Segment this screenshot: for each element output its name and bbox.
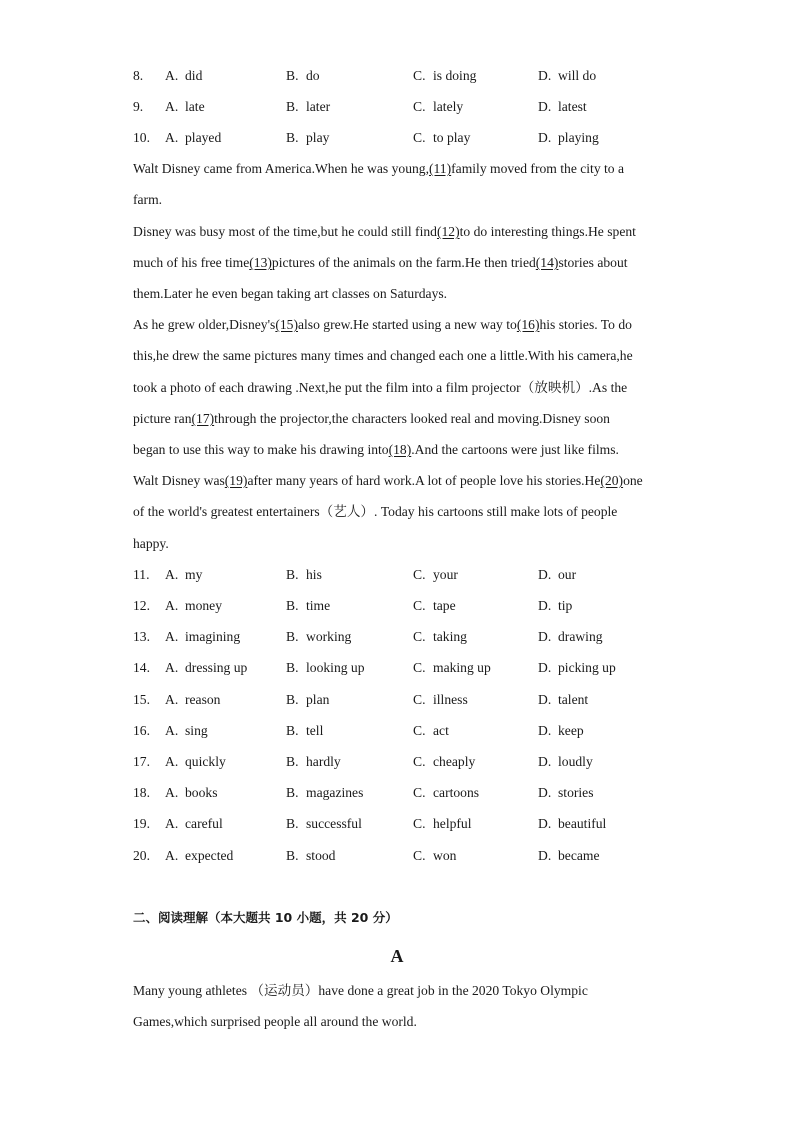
option-b: B. tell bbox=[286, 723, 324, 738]
question-number: 9. bbox=[133, 99, 144, 114]
passage-line: of the world's greatest entertainers（艺人）. Today his cartoons still make lots of people bbox=[133, 504, 618, 519]
option-b: B. play bbox=[286, 130, 330, 145]
option-b: B. later bbox=[286, 99, 331, 114]
question-13 bbox=[133, 627, 693, 647]
option-c: C. your bbox=[413, 567, 458, 582]
option-d: D. keep bbox=[538, 723, 584, 738]
option-d: D. talent bbox=[538, 692, 589, 707]
section-title: 二、阅读理解（本大题共 10 小题，共 20 分） bbox=[133, 910, 398, 925]
passage-line: took a photo of each drawing .Next,he put the film into a film projector（放映机）.As the bbox=[133, 380, 628, 395]
passage-line: picture ran(17)through the projector,the characters looked real and moving.Disney soon bbox=[133, 411, 610, 426]
passage-line: much of his free time(13)pictures of the animals on the farm.He then tried(14)stories about bbox=[133, 255, 628, 270]
question-number: 13. bbox=[133, 629, 150, 644]
option-b: B. working bbox=[286, 629, 352, 644]
blank-20: (20) bbox=[600, 473, 624, 488]
option-d: D. drawing bbox=[538, 629, 603, 644]
question-number: 20. bbox=[133, 848, 150, 863]
blank-17: (17) bbox=[191, 411, 215, 426]
option-d: D. will do bbox=[538, 68, 597, 83]
option-a: A. money bbox=[165, 598, 222, 613]
question-20 bbox=[133, 846, 693, 866]
option-a: A. dressing up bbox=[165, 660, 248, 675]
passage-line: happy. bbox=[133, 536, 169, 551]
blank-19: (19) bbox=[224, 473, 248, 488]
passage-heading: A bbox=[390, 946, 404, 966]
option-d: D. playing bbox=[538, 130, 599, 145]
blank-15: (15) bbox=[275, 317, 298, 332]
question-number: 16. bbox=[133, 723, 150, 738]
option-a: A. did bbox=[165, 68, 203, 83]
question-16 bbox=[133, 721, 693, 741]
option-d: D. picking up bbox=[538, 660, 616, 675]
option-a: A. sing bbox=[165, 723, 208, 738]
option-d: D. became bbox=[538, 848, 600, 863]
option-b: B. stood bbox=[286, 848, 336, 863]
question-18 bbox=[133, 783, 693, 803]
option-c: C. is doing bbox=[413, 68, 477, 83]
question-number: 15. bbox=[133, 692, 150, 707]
option-d: D. loudly bbox=[538, 754, 593, 769]
option-b: B. time bbox=[286, 598, 331, 613]
option-c: C. illness bbox=[413, 692, 468, 707]
passage-line: Walt Disney came from America.When he was young,(11)family moved from the city to a bbox=[133, 161, 625, 176]
blank-11: (11) bbox=[428, 161, 452, 176]
passage-line: Games,which surprised people all around the world. bbox=[133, 1014, 417, 1029]
option-c: C. won bbox=[413, 848, 457, 863]
option-b: B. magazines bbox=[286, 785, 364, 800]
option-a: A. books bbox=[165, 785, 218, 800]
passage-line: this,he drew the same pictures many times and changed each one a little.With his camera,he bbox=[133, 348, 633, 363]
passage-line: them.Later he even began taking art classes on Saturdays. bbox=[133, 286, 448, 301]
question-12 bbox=[133, 596, 693, 616]
passage-line: farm. bbox=[133, 192, 163, 207]
question-14 bbox=[133, 658, 693, 678]
option-c: C. cartoons bbox=[413, 785, 480, 800]
blank-12: (12) bbox=[436, 224, 460, 239]
question-15 bbox=[133, 690, 693, 710]
option-d: D. beautiful bbox=[538, 816, 607, 831]
option-d: D. stories bbox=[538, 785, 594, 800]
option-a: A. imagining bbox=[165, 629, 241, 644]
option-a: A. expected bbox=[165, 848, 234, 863]
option-a: A. late bbox=[165, 99, 205, 114]
option-d: D. latest bbox=[538, 99, 587, 114]
option-c: C. to play bbox=[413, 130, 471, 145]
question-number: 19. bbox=[133, 816, 150, 831]
option-c: C. cheaply bbox=[413, 754, 476, 769]
blank-13: (13) bbox=[249, 255, 272, 270]
option-c: C. lately bbox=[413, 99, 464, 114]
question-number: 18. bbox=[133, 785, 150, 800]
option-a: A. quickly bbox=[165, 754, 226, 769]
question-number: 14. bbox=[133, 660, 150, 675]
question-number: 17. bbox=[133, 754, 150, 769]
question-8 bbox=[133, 66, 693, 86]
blank-18: (18) bbox=[388, 442, 412, 457]
option-b: B. plan bbox=[286, 692, 330, 707]
option-c: C. taking bbox=[413, 629, 467, 644]
option-d: D. our bbox=[538, 567, 577, 582]
passage-line: began to use this way to make his drawing into(18).And the cartoons were just like films. bbox=[133, 442, 619, 457]
question-10 bbox=[133, 128, 693, 148]
option-c: C. act bbox=[413, 723, 449, 738]
option-c: C. helpful bbox=[413, 816, 472, 831]
option-a: A. played bbox=[165, 130, 222, 145]
passage-line: Many young athletes （运动员）have done a great job in the 2020 Tokyo Olympic bbox=[133, 983, 588, 998]
question-number: 12. bbox=[133, 598, 150, 613]
blank-16: (16) bbox=[516, 317, 540, 332]
option-c: C. tape bbox=[413, 598, 456, 613]
option-c: C. making up bbox=[413, 660, 491, 675]
question-17 bbox=[133, 752, 693, 772]
option-b: B. successful bbox=[286, 816, 362, 831]
question-11 bbox=[133, 565, 693, 585]
option-a: A. careful bbox=[165, 816, 223, 831]
question-number: 11. bbox=[133, 567, 150, 582]
option-b: B. looking up bbox=[286, 660, 365, 675]
passage-line: As he grew older,Disney's(15)also grew.He started using a new way to(16)his stories. To do bbox=[133, 317, 632, 332]
option-a: A. reason bbox=[165, 692, 221, 707]
option-b: B. hardly bbox=[286, 754, 341, 769]
option-b: B. do bbox=[286, 68, 320, 83]
question-number: 10. bbox=[133, 130, 150, 145]
option-a: A. my bbox=[165, 567, 203, 582]
question-19 bbox=[133, 814, 693, 834]
blank-14: (14) bbox=[535, 255, 559, 270]
question-number: 8. bbox=[133, 68, 144, 83]
option-d: D. tip bbox=[538, 598, 573, 613]
question-9 bbox=[133, 97, 693, 117]
passage-line: Walt Disney was(19)after many years of hard work.A lot of people love his stories.He(20)one bbox=[133, 473, 643, 488]
option-b: B. his bbox=[286, 567, 322, 582]
passage-line: Disney was busy most of the time,but he could still find(12)to do interesting things.He spent bbox=[133, 224, 636, 239]
